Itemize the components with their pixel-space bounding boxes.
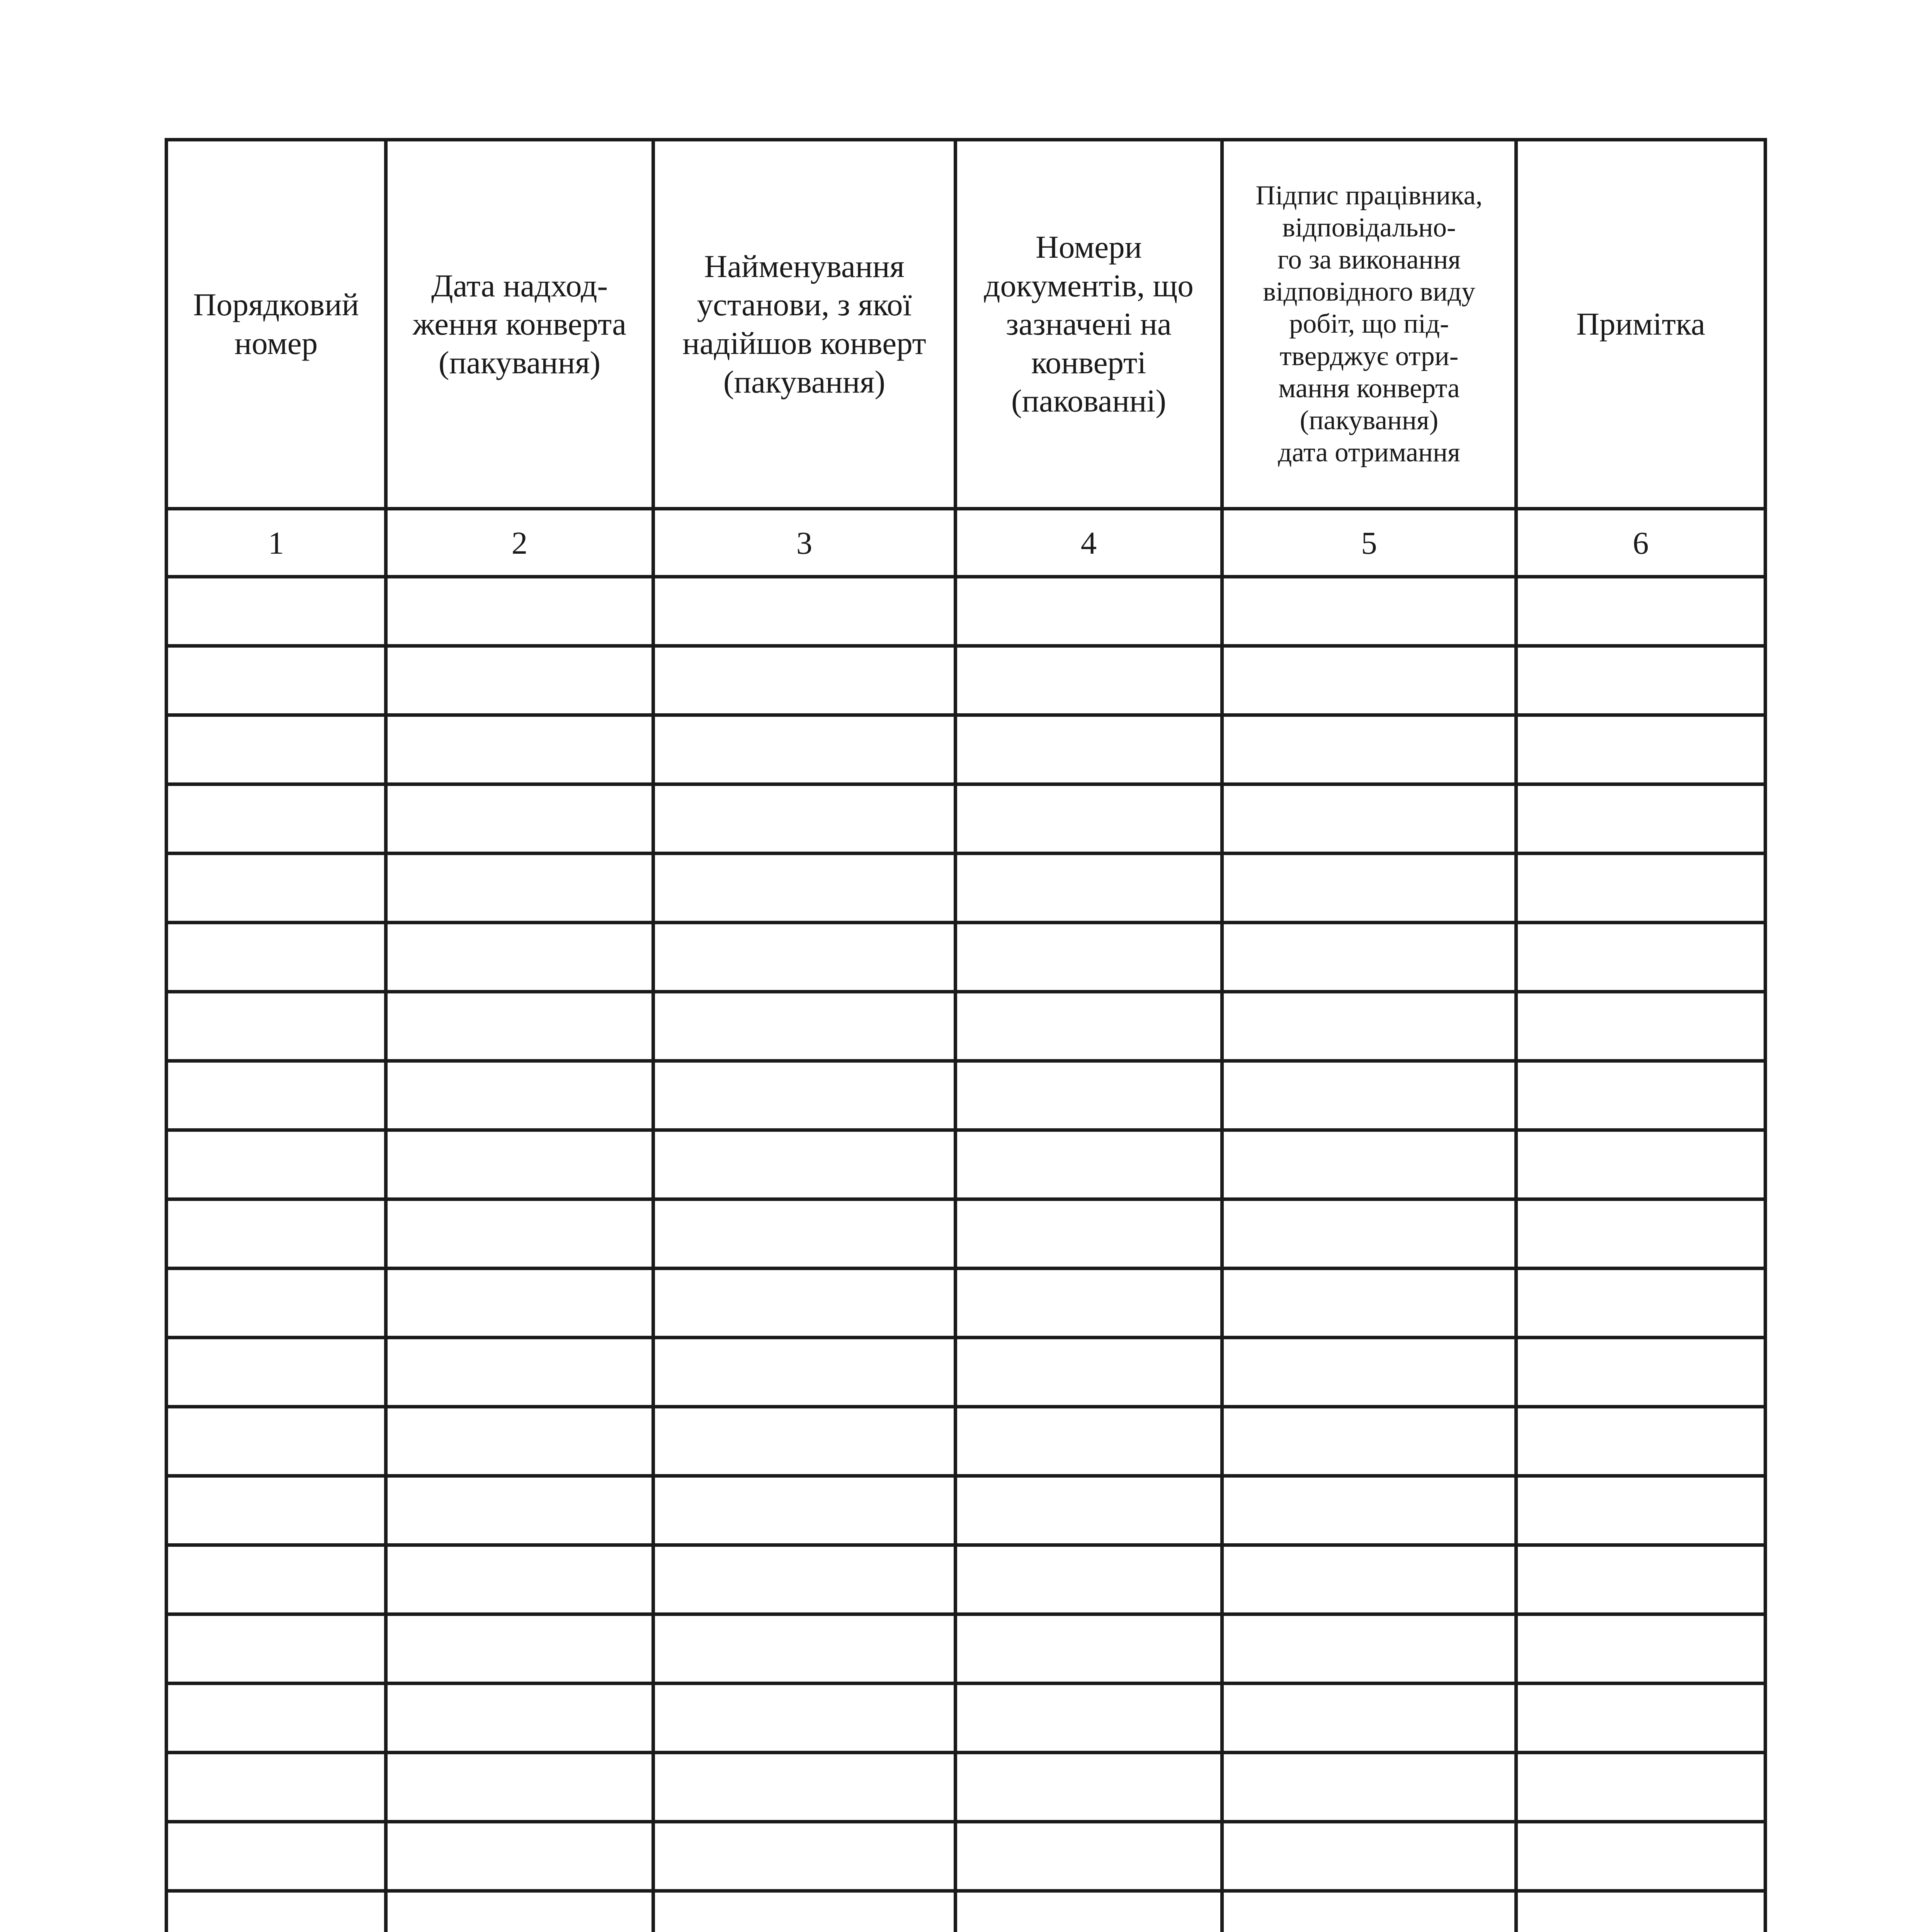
table-cell — [1516, 1061, 1766, 1130]
table-cell — [1516, 1891, 1766, 1932]
table-cell — [1222, 1061, 1516, 1130]
table-cell — [1222, 854, 1516, 923]
register-body — [167, 577, 1766, 1932]
table-row — [167, 1822, 1766, 1891]
table-cell — [653, 1684, 956, 1753]
table-cell — [956, 1199, 1222, 1269]
table-cell — [386, 646, 653, 715]
header-cell-receipt-date — [386, 140, 653, 509]
table-cell — [386, 784, 653, 854]
header-cell-institution-name — [653, 140, 956, 509]
table-cell — [167, 854, 386, 923]
table-cell — [167, 577, 386, 646]
table-cell — [653, 1269, 956, 1338]
table-cell — [653, 715, 956, 784]
column-number: 1 — [167, 509, 386, 577]
table-cell — [386, 1199, 653, 1269]
table-cell — [386, 1269, 653, 1338]
table-cell — [1516, 1684, 1766, 1753]
table-row — [167, 1338, 1766, 1407]
table-row — [167, 1753, 1766, 1822]
table-row — [167, 1199, 1766, 1269]
table-cell — [653, 992, 956, 1061]
table-row — [167, 715, 1766, 784]
header-label: Порядковий номер — [193, 287, 359, 361]
table-cell — [1222, 577, 1516, 646]
table-cell — [653, 1545, 956, 1614]
table-cell — [1516, 992, 1766, 1061]
table-cell — [1222, 646, 1516, 715]
table-cell — [653, 1614, 956, 1684]
table-cell — [1516, 646, 1766, 715]
table-cell — [956, 854, 1222, 923]
table-cell — [167, 1822, 386, 1891]
table-cell — [386, 1614, 653, 1684]
table-cell — [956, 1407, 1222, 1476]
table-cell — [167, 715, 386, 784]
table-cell — [167, 646, 386, 715]
table-cell — [956, 646, 1222, 715]
column-number: 2 — [386, 509, 653, 577]
table-cell — [1516, 1753, 1766, 1822]
table-cell — [956, 1614, 1222, 1684]
table-cell — [167, 1476, 386, 1545]
header-label: Номери документів, що зазначені на конверті (пакованні) — [984, 229, 1194, 419]
table-cell — [167, 923, 386, 992]
table-cell — [167, 1338, 386, 1407]
table-row — [167, 1614, 1766, 1684]
table-row — [167, 1891, 1766, 1932]
table-cell — [956, 1822, 1222, 1891]
table-cell — [167, 1061, 386, 1130]
table-cell — [167, 1614, 386, 1684]
table-cell — [653, 784, 956, 854]
table-cell — [386, 1753, 653, 1822]
table-cell — [386, 854, 653, 923]
header-cell-sequence-number — [167, 140, 386, 509]
table-cell — [1222, 1130, 1516, 1199]
table-cell — [1222, 1476, 1516, 1545]
table-cell — [956, 784, 1222, 854]
table-cell — [956, 1476, 1222, 1545]
table-row — [167, 1130, 1766, 1199]
table-cell — [653, 1338, 956, 1407]
table-cell — [386, 1338, 653, 1407]
table-cell — [956, 923, 1222, 992]
table-cell — [1222, 1614, 1516, 1684]
table-cell — [167, 1753, 386, 1822]
table-cell — [1516, 1476, 1766, 1545]
table-cell — [386, 1545, 653, 1614]
table-cell — [386, 1130, 653, 1199]
table-cell — [386, 577, 653, 646]
table-cell — [1222, 1684, 1516, 1753]
table-cell — [167, 1545, 386, 1614]
table-cell — [1222, 1338, 1516, 1407]
header-cell-document-numbers — [956, 140, 1222, 509]
table-row — [167, 577, 1766, 646]
table-cell — [653, 1476, 956, 1545]
table-cell — [386, 1684, 653, 1753]
table-cell — [1516, 1199, 1766, 1269]
column-number: 5 — [1222, 509, 1516, 577]
table-cell — [956, 1338, 1222, 1407]
table-cell — [386, 992, 653, 1061]
table-cell — [167, 1130, 386, 1199]
column-number: 6 — [1516, 509, 1766, 577]
table-cell — [1516, 923, 1766, 992]
table-cell — [956, 577, 1222, 646]
table-row — [167, 784, 1766, 854]
table-row — [167, 646, 1766, 715]
table-cell — [1516, 1407, 1766, 1476]
header-label: Найменування установи, з якої надійшов конверт (пакування) — [682, 248, 926, 400]
header-label: Дата надход- ження конверта (пакування) — [413, 267, 626, 380]
table-cell — [1222, 784, 1516, 854]
table-cell — [1222, 992, 1516, 1061]
table-cell — [167, 992, 386, 1061]
table-cell — [653, 1891, 956, 1932]
table-row — [167, 1061, 1766, 1130]
table-cell — [1222, 715, 1516, 784]
table-cell — [1222, 1269, 1516, 1338]
table-cell — [1516, 854, 1766, 923]
table-cell — [1222, 1545, 1516, 1614]
table-cell — [1516, 1614, 1766, 1684]
table-row — [167, 854, 1766, 923]
table-cell — [653, 1199, 956, 1269]
table-cell — [956, 1269, 1222, 1338]
table-cell — [167, 1684, 386, 1753]
table-cell — [1516, 577, 1766, 646]
table-cell — [1222, 923, 1516, 992]
header-cell-note — [1516, 140, 1766, 509]
table-cell — [1516, 715, 1766, 784]
table-cell — [653, 1407, 956, 1476]
table-row — [167, 923, 1766, 992]
table-row — [167, 1545, 1766, 1614]
table-cell — [956, 1753, 1222, 1822]
table-cell — [1516, 1822, 1766, 1891]
table-cell — [956, 1545, 1222, 1614]
table-row — [167, 1269, 1766, 1338]
table-cell — [1222, 1407, 1516, 1476]
table-cell — [1516, 1269, 1766, 1338]
table-cell — [956, 1061, 1222, 1130]
table-cell — [1222, 1753, 1516, 1822]
table-cell — [956, 715, 1222, 784]
table-cell — [167, 1199, 386, 1269]
table-cell — [956, 1891, 1222, 1932]
table-cell — [386, 1822, 653, 1891]
table-cell — [1516, 1545, 1766, 1614]
table-cell — [167, 1269, 386, 1338]
table-cell — [653, 923, 956, 992]
table-cell — [386, 1061, 653, 1130]
table-cell — [653, 1753, 956, 1822]
table-cell — [386, 1891, 653, 1932]
table-cell — [386, 715, 653, 784]
column-number: 4 — [956, 509, 1222, 577]
table-cell — [653, 1130, 956, 1199]
column-number-row — [167, 509, 1766, 577]
table-cell — [653, 577, 956, 646]
table-cell — [653, 1822, 956, 1891]
table-cell — [653, 1061, 956, 1130]
table-cell — [1516, 1130, 1766, 1199]
header-row — [167, 140, 1766, 509]
table-cell — [386, 923, 653, 992]
header-cell-employee-signature — [1222, 140, 1516, 509]
table-cell — [1222, 1822, 1516, 1891]
table-cell — [1222, 1891, 1516, 1932]
table-cell — [386, 1476, 653, 1545]
table-cell — [956, 1130, 1222, 1199]
table-cell — [1222, 1199, 1516, 1269]
table-cell — [1516, 1338, 1766, 1407]
table-cell — [653, 854, 956, 923]
column-number: 3 — [653, 509, 956, 577]
table-cell — [956, 1684, 1222, 1753]
table-cell — [167, 1407, 386, 1476]
header-label: Примітка — [1576, 306, 1705, 342]
table-row — [167, 1407, 1766, 1476]
table-row — [167, 992, 1766, 1061]
table-row — [167, 1684, 1766, 1753]
table-cell — [653, 646, 956, 715]
table-cell — [1516, 784, 1766, 854]
table-row — [167, 1476, 1766, 1545]
table-cell — [956, 992, 1222, 1061]
table-cell — [167, 1891, 386, 1932]
header-label: Підпис працівника, відповідально- го за виконання відповідного виду робіт, що під- тверджує отри- мання конверта (пакування) дата отримання — [1255, 180, 1483, 468]
table-cell — [386, 1407, 653, 1476]
register-table — [165, 138, 1767, 1932]
table-cell — [167, 784, 386, 854]
